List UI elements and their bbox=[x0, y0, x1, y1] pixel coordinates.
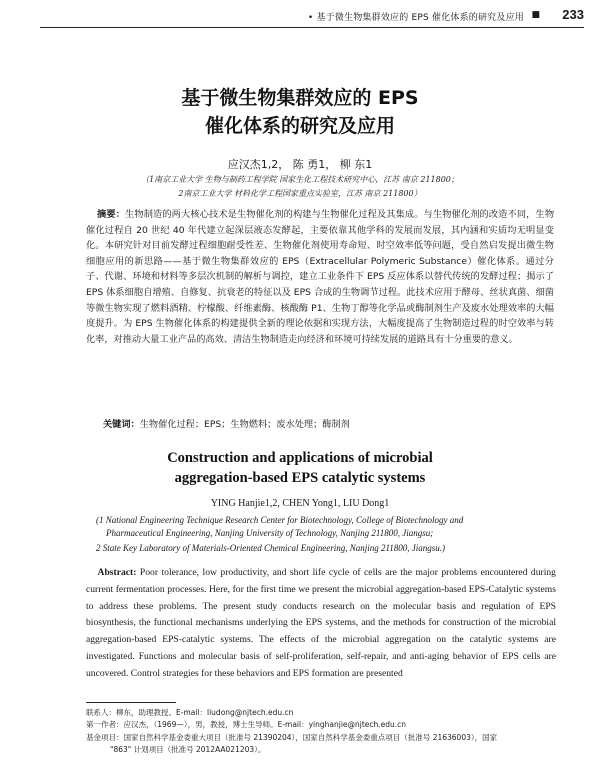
header-rule bbox=[40, 27, 584, 28]
footnote-first-author: 第一作者：应汉杰，（1969—），男，教授，博士生导师。E-mail：yinghanjie@njtech.edu.cn bbox=[86, 720, 407, 730]
footnote-contact: 联系人：柳东，助理教授。E-mail：liudong@njtech.edu.cn bbox=[86, 708, 294, 717]
cn-title bbox=[0, 84, 600, 140]
en-authors: YING Hanjie1,2, CHEN Yong1, LIU Dong1 bbox=[210, 498, 390, 509]
page-number: 233 bbox=[562, 7, 584, 22]
en-title-line1: Construction and applications of microbial bbox=[167, 450, 433, 466]
cn-abstract-label: 摘要： bbox=[97, 209, 126, 220]
cn-title-line1: 基于微生物集群效应的 EPS bbox=[181, 87, 419, 109]
running-header bbox=[0, 7, 600, 27]
en-title bbox=[0, 448, 600, 488]
en-affiliation-1 bbox=[96, 514, 536, 540]
en-affiliation-1-line2: Pharmaceutical Engineering, Nanjing University of Technology, Nanjing 211800, Jiangsu; bbox=[106, 528, 434, 538]
header-separator: ■ bbox=[531, 10, 540, 20]
footnotes bbox=[86, 707, 556, 756]
running-title: • 基于微生物集群效应的 EPS 催化体系的研究及应用 bbox=[308, 10, 524, 23]
cn-title-line2: 催化体系的研究及应用 bbox=[204, 115, 395, 137]
en-title-line2: aggregation-based EPS catalytic systems bbox=[174, 470, 426, 486]
footnote-rule bbox=[86, 702, 176, 703]
en-affiliation-1-line1: (1 National Engineering Technique Research Center for Biotechnology, College of Biotechnology and bbox=[96, 515, 464, 525]
cn-affiliation-2: 2南京工业大学 材料化学工程国家重点实验室，江苏 南京 211800） bbox=[178, 189, 422, 198]
footnote-funding-line1: 基金项目：国家自然科学基金委重大项目（批准号 21390204），国家自然科学基金委重点项目（批准号 21636003），国家 bbox=[86, 732, 498, 742]
cn-affiliation-1: （1南京工业大学 生物与制药工程学院 国家生化工程技术研究中心，江苏 南京 211800； bbox=[141, 175, 459, 184]
cn-keywords-label: 关键词： bbox=[103, 419, 140, 430]
en-abstract-text: Poor tolerance, low productivity, and short life cycle of cells are the major problems encountered during current fermentation processes. Here, for the first time we present the microbial aggregation-based EPS-Catalytic systems to address these problems. The present study conducts research on the molecular basis and regulation of EPS biosynthesis, the functional mechanisms underlying the EPS systems, and the methods for construction of the microbial aggregation-based EPS-catalytic systems. The effects of the microbial aggregation on the catalytic systems are investigated. Functions and molecular basis of self-proliferation, self-repair, and anti-aging behavior of EPS cells are uncovered. Control strategies for these behaviors and EPS formation are presented bbox=[86, 567, 556, 679]
cn-authors: 应汉杰1,2， 陈 勇1， 柳 东1 bbox=[227, 158, 373, 171]
cn-keywords bbox=[103, 416, 554, 430]
footnote-funding-line2: "863" 计划项目（批准号 2012AA021203）。 bbox=[110, 744, 266, 754]
cn-abstract-text: 生物制造的两大核心技术是生物催化剂的构建与生物催化过程及其集成。与生物催化剂的改造不同，生物催化过程自 20 世纪 40 年代建立起深层液态发酵起，主要依靠其他学科的发展而发展，其内涵和实质均无明显变化。本研究针对目前发酵过程细胞耐受性差、生物催化剂使用寿命短、时空效率低等问题，受自然启发提出微生物细胞应用的新思路——基于微生物集群效应的 EPS（Extracellular Polymeric Substance）催化体系。通过分子、代谢、环境和材料等多层次机制的解析与调控，建立工业条件下 EPS 反应体系以替代传统的发酵过程；揭示了 EPS 体系细胞自增殖、自修复、抗衰老的特征以及 EPS 合成的生物调节过程。此技术应用于酵母、丝状真菌、细菌等微生物实现了燃料酒精、柠檬酸、纤维素酶、核酸酶 P1、生物丁醇等化学品或酶制剂生产及废水处理效率的大幅度提升。为 EPS 生物催化体系的构建提供全新的理论依据和实现方法，大幅度提高了生物制造过程的时空效率与转化率，对推动大量工业产品的高效、清洁生物制造走向经济和环境可持续发展的道路具有十分重要的意义。 bbox=[86, 209, 555, 345]
cn-keywords-text: 生物催化过程；EPS；生物燃料；废水处理；酶制剂 bbox=[139, 419, 350, 430]
en-affiliation-2: 2 State Key Laboratory of Materials-Oriented Chemical Engineering, Nanjing 211800, Jiangsu.) bbox=[96, 543, 446, 553]
en-abstract bbox=[86, 565, 556, 683]
en-abstract-label: Abstract: bbox=[97, 567, 137, 578]
cn-abstract bbox=[86, 207, 554, 347]
